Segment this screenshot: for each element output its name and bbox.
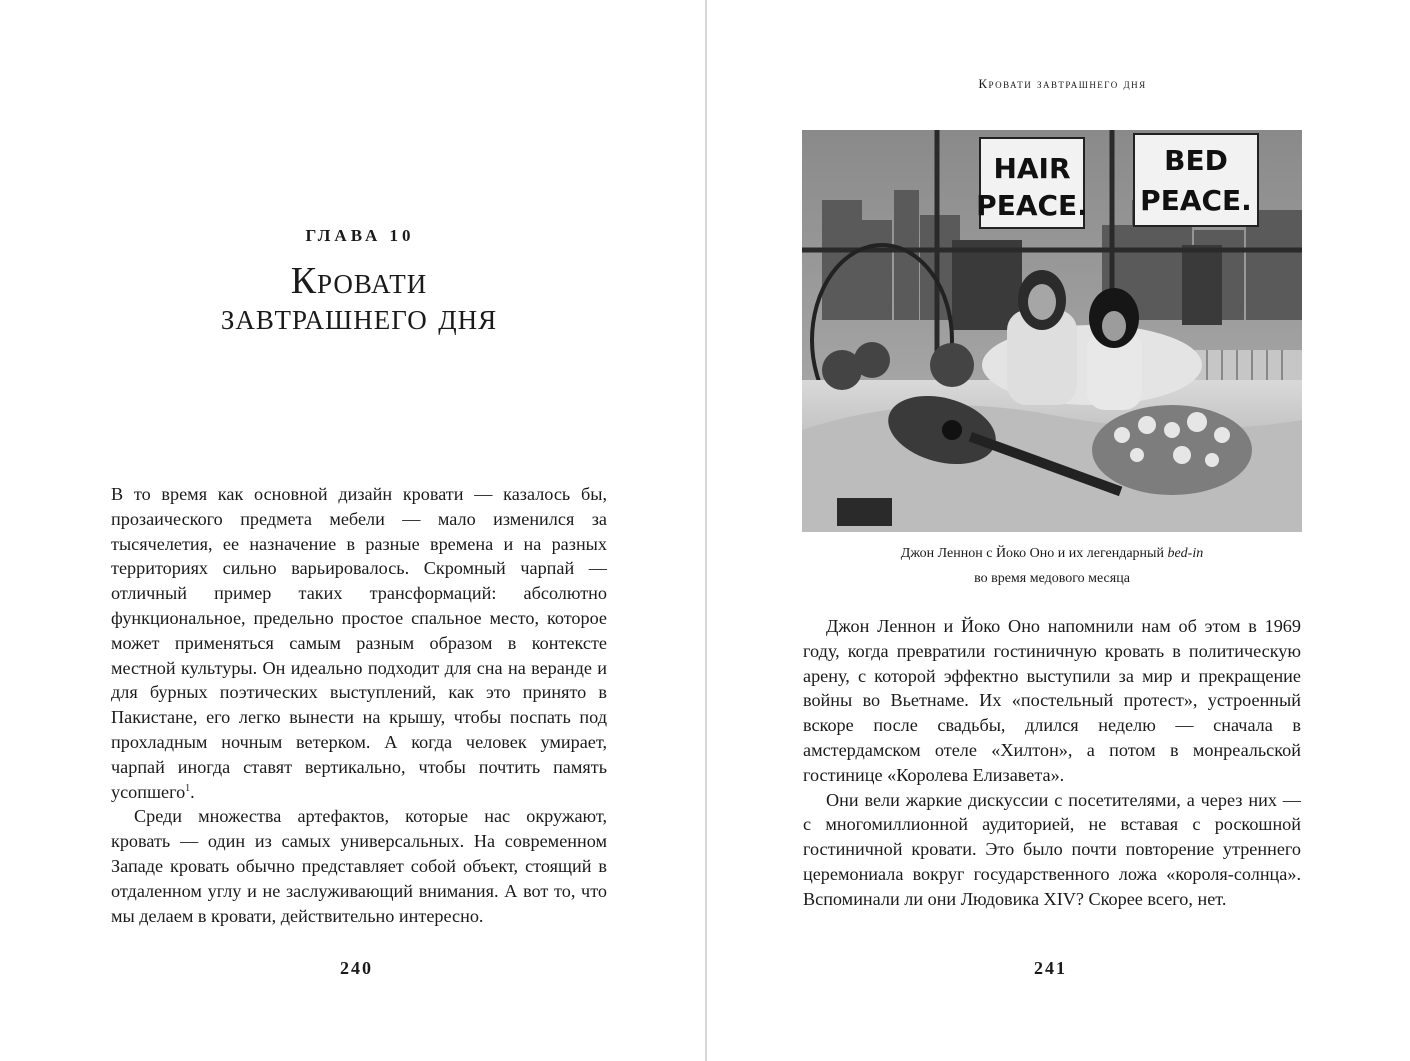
- caption-line-2: во время медового месяца: [974, 571, 1130, 586]
- right-paragraph-2: Они вели жаркие дискуссии с посетителями, а через них — с многомиллионной аудиторией, не вставая с роскошной гостиничной кровати. Это было почти повторение утреннего церемониала вокруг государственного ложа «короля-солнца». Вспоминали ли они Людовика XIV? Скорее всего, нет.: [803, 789, 1301, 909]
- svg-text:BED: BED: [1164, 144, 1228, 177]
- running-header: Кровати завтрашнего дня: [978, 76, 1147, 91]
- right-page: [707, 0, 1410, 1061]
- page-number-right: 241: [1034, 958, 1067, 978]
- bed-in-photo: [802, 130, 1302, 532]
- bed-in-photo-illustration: [802, 130, 1302, 532]
- left-paragraph-2: Среди множества артефактов, которые нас окружают, кровать — один из самых универсальных. На современном Западе кровать обычно представляет собой объект, стоящий в отдаленном углу и не заслуживающий внимания. А вот то, что мы делаем в кровати, действительно интересно.: [111, 806, 607, 926]
- flower-basket: [1092, 405, 1252, 495]
- photo-caption: [802, 541, 1302, 591]
- right-body-text: [803, 614, 1301, 912]
- chapter-label: ГЛАВА 10: [305, 226, 415, 245]
- svg-text:HAIR: HAIR: [993, 152, 1071, 185]
- caption-line-1: Джон Леннон с Йоко Оно и их легендарный: [900, 546, 1164, 561]
- hair-peace-sign: [976, 138, 1088, 228]
- caption-italic: bed-in: [1167, 546, 1204, 561]
- figure-yoko: [1087, 288, 1142, 410]
- left-paragraph-1: В то время как основной дизайн кровати — казалось бы, прозаического предмета мебели — мало изменился за тысячелетия, ее назначение в разные времена и на разных территориях сильно варьировалось. Скромный чарпай — отличный пример таких трансформаций: абсолютно функциональное, предельно простое спальное место, которое может применяться самым разным образом в контексте местной культуры. Он идеально подходит для сна на веранде и для бурных поэтических выступлений, как это принято в Пакистане, его легко вынести на крышу, чтобы поспать под прохладным ночным ветерком. А когда человек умирает, чарпай иногда ставят вертикально, чтобы почтить память усопшего$^1$.: [111, 484, 607, 802]
- page-number-left: 240: [340, 958, 373, 978]
- chapter-title: Кровати завтрашнего дня: [220, 260, 498, 338]
- right-paragraph-1: Джон Леннон и Йоко Оно напомнили нам об этом в 1969 году, когда превратили гостиничную кровать в политическую арену, с которой эффектно выступили за мир и прекращение войны во Вьетнаме. Их «постельный протест», устроенный вскоре после свадьбы, длился неделю — сначала в амстердамском отеле «Хилтон», а потом в монреальской гостинице «Королева Елизавета».: [803, 616, 1301, 785]
- left-body-text: [111, 482, 607, 928]
- bed-peace-sign: [1134, 134, 1258, 226]
- svg-text:PEACE.: PEACE.: [976, 189, 1088, 222]
- svg-text:PEACE.: PEACE.: [1140, 184, 1252, 217]
- footnote-marker[interactable]: 1: [185, 782, 191, 794]
